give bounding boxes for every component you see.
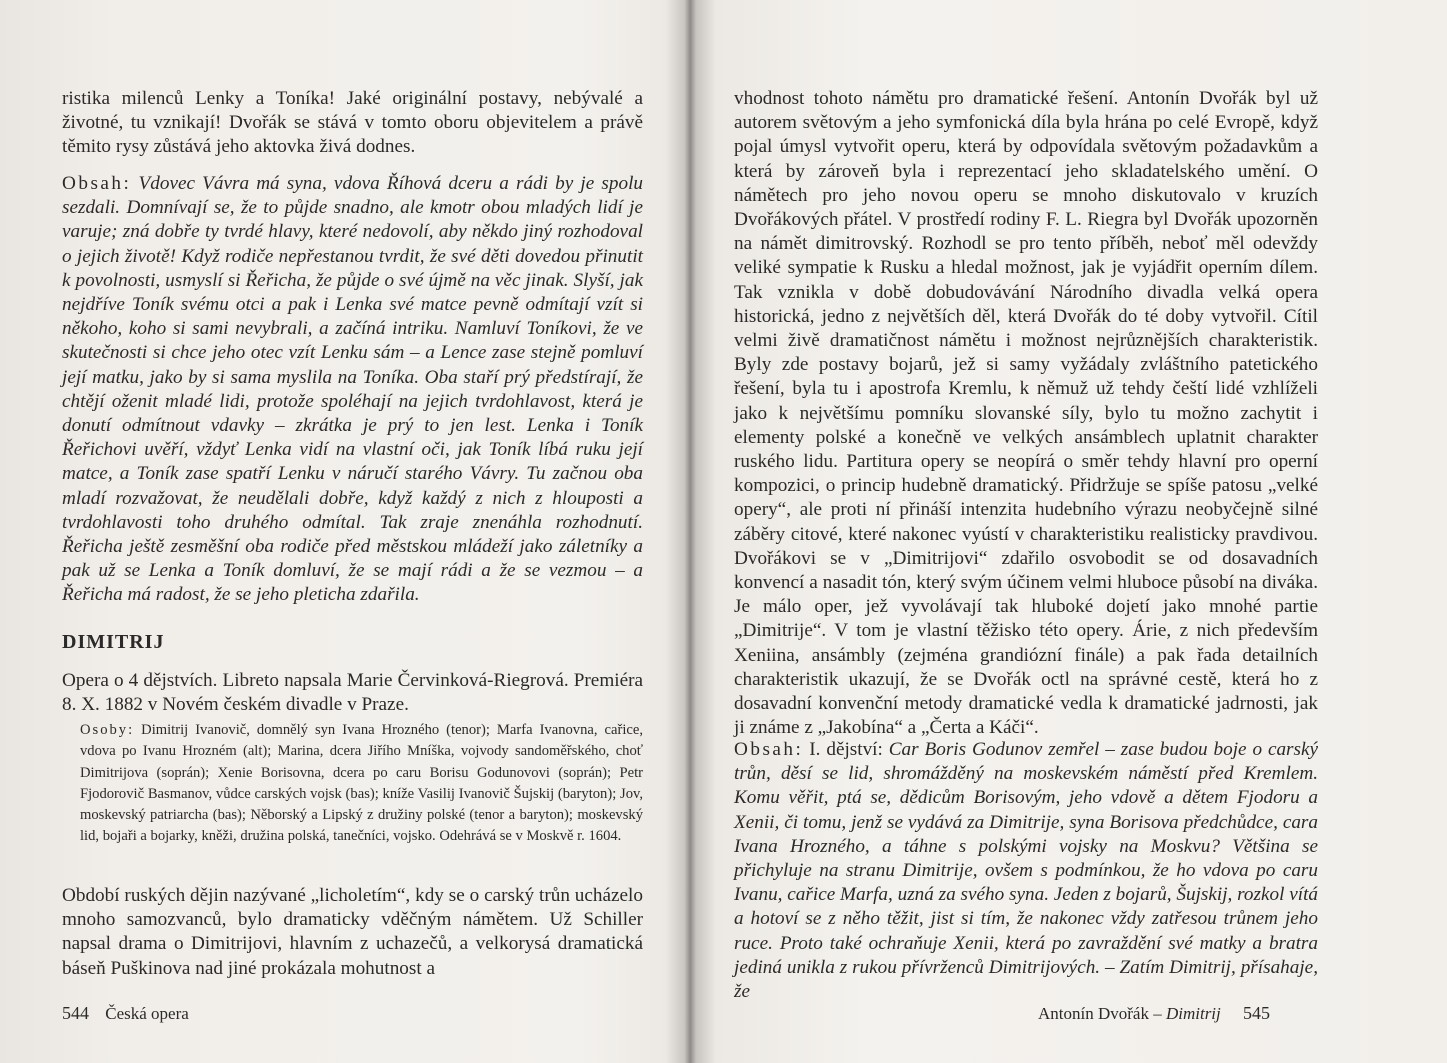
left-page-footer [62,1003,189,1024]
cast-text: Dimitrij Ivanovič, domnělý syn Ivana Hrozného (tenor); Marfa Ivanovna, cařice, vdova po Ivanu Hrozném (alt); Marina, dcera Jiřího Mníška, vojvody sandoměřského, choť Dimitrijova (soprán); Xenie Borisovna, dcera po caru Borisu Godunovovi (soprán); Petr Fjodorovič Basmanov, vůdce carských vojsk (bas); kníže Vasilij Ivanovič Šujskij (baryton); Jov, moskevský patriarcha (bas); Něborský a Lipský z družiny polské (tenor a baryton); moskevský lid, bojaři a bojarky, kněži, družina polská, tanečníci, vojsko. Odehrává se v Moskvě r. 1604. [80,722,643,845]
act-label: I. dějství: [809,739,883,760]
main-paragraph: vhodnost tohoto námětu pro dramatické řešení. Antonín Dvořák byl už autorem světovým a jeho symfonická díla byla hrána po celé Evropě, když pojal úmysl vytvořit operu, která by odpovídala světovým požadavkům a která by zároveň byla i reprezentací jeho skladatelského umění. O námětech pro jeho novou operu se mnoho diskutovalo v kruzích Dvořákových přátel. V prostředí rodiny F. L. Riegra byl Dvořák upozorněn na námět dimitrovský. Rozhodl se pro tento příběh, neboť měl odevždy veliké sympatie k Rusku a hledal možnost, jak je vyjádřit operním dílem. Tak vznikla v době dobudovávání Národního divadla velká opera historická, jedno z největších děl, která Dvořák do té doby vytvořil. Cítil velmi živě dramatičnost námětu i možnost nejrůznějších charakteristik. Byly zde postavy bojarů, jež si samy vyžádaly zvláštního patetického řešení, byla tu i apostrofa Kremlu, k němuž už tehdy čeští lidé vzhlíželi jako k největšímu pomníku slovanské síly, bylo tu možno zachytit i elementy polské a konečně ve velkých ansámblech uplatnit charakter ruského lidu. Partitura opery se neopírá o směr tehdy hlavní pro operní kompozici, o princip hudebně dramatický. Přidržuje se spíše patosu „velké opery“, ale proti ní přináší intenzita hudebního výrazu neobyčejně silné záběry citové, které nakonec vyústí v charakteristiku realisticky pravdivou. Dvořákovi se v „Dimitrijovi“ zdařilo osvobodit se od dosavadních konvencí a nasadit tón, který svým účinem velmi hluboce působí na diváka. Je málo oper, jež vyvolávají tak hluboké dojetí jako mnohé partie „Dimitrije“. V tom je vlastní těžisko této opery. Árie, z nich především Xeniina, ansámbly (zejména grandiózní finále) a pak řada detailních charakteristik ukazují, že se Dvořák octl na správné cestě, která ho z dosavadní konvenční metody dramatické vedla k dramatické jadrnosti, jak ji známe z „Jakobína“ a „Čerta a Káči“. [734,88,1318,739]
right-page [702,0,1447,1063]
opera-title: DIMITRIJ [62,631,165,653]
page-number: 544 [62,1003,89,1023]
cast-list [80,720,643,848]
synopsis-paragraph [62,172,643,608]
synopsis-paragraph [734,738,1318,1004]
running-head-author: Antonín Dvořák – [1038,1004,1162,1023]
cast-label: Osoby: [80,722,135,738]
synopsis-label: Obsah: [734,739,804,760]
history-paragraph: Období ruských dějin nazývané „licholetím“, kdy se o carský trůn ucházelo mnoho samozvanců, bylo dramaticky vděčným námětem. Už Schiller napsal drama o Dimitrijovi, hlavním z uchazečů, a velkorysá dramatická báseň Puškinova nad jiné prokázala mohutnost a [62,885,643,979]
running-head-title: Dimitrij [1165,1004,1221,1023]
opera-info: Opera o 4 dějstvích. Libreto napsala Marie Červinková-Riegrová. Premiéra 8. X. 1882 v Novém českém divadle v Praze. [62,670,643,716]
page-number: 545 [1243,1003,1271,1023]
intro-paragraph: ristika milenců Lenky a Toníka! Jaké originální postavy, nebývalé a životné, tu vznikají! Dvořák se stává v tomto oboru objevitelem a právě těmito rysy zůstává jeho aktovka živá dodnes. [62,88,643,158]
synopsis-label: Obsah: [62,173,132,194]
right-page-footer [1038,1003,1270,1024]
running-head: Česká opera [105,1004,189,1023]
synopsis-text: Vdovec Vávra má syna, vdova Říhová dceru a rádi by je spolu sezdali. Domnívají se, že to půjde snadno, ale kmotr obou mladých lidí je varuje; zná dobře ty tvrdé hlavy, které nedovolí, aby někdo jiný rozhodoval o jejich životě! Když rodiče nepřestanou tvrdit, že své děti dovedou přinutit k povolnosti, usmyslí si Řeřicha, že půjde o své újmě na věc jinak. Slyší, jak nejdříve Toník svému otci a pak i Lenka své matce pevně odmítají vzít si někoho, koho si sami nevybrali, a začíná intriku. Namluví Toníkovi, že ve skutečnosti si chce jeho otec vzít Lenku sám – a Lence zase stejně pomluví její matku, jako by si sama myslila na Toníka. Oba staří prý předstírají, že chtějí oženit mladé lidi, protože spoléhají na jejich tvrdohlavost, která je donutí odmítnout vdavky – zkrátka je prý to jen lest. Lenka i Toník Řeřichovi uvěří, vždyť Lenka vidí na vlastní oči, jak Toník líbá ruku její matce, a Toník zase spatří Lenku v náručí starého Vávry. Tu začnou oba mladí rozvažovat, že neudělali dobře, když každý z nich z hlouposti a tvrdohlavosti toho druhého odmítal. Tak zraje znenáhla rozhodnutí. Řeřicha ještě zesměšní oba rodiče před městskou mládeží jako záletníky a pak už se Lenka a Toník domluví, že se mají rádi a že se vezmou – a Řeřicha má radost, že se jeho pleticha zdařila. [62,173,644,606]
synopsis-text: Car Boris Godunov zemřel – zase budou boje o carský trůn, děsí se lid, shromážděný na moskevském náměstí před Kremlem. Komu věřit, ptá se, dědicům Borisovým, jeho vdově a dětem Fjodoru a Xenii, či tomu, jenž se vydává za Dimitrije, syna Borisova předchůdce, cara Ivana Hrozného, a táhne s polskými vojsky na Moskvu? Většina se přichyluje na stranu Dimitrije, ovšem s podmínkou, že ho vdova po caru Ivanu, cařice Marfa, uzná za svého syna. Jeden z bojarů, Šujskij, rozkol vítá a hotoví se z něho těžit, jist si tím, že nakonec vždy zatřesou trůnem jeho ruce. Proto také ochraňuje Xenii, která po zavraždění své matky a bratra jediná unikla z rukou přívrženců Dimitrijových. – Zatím Dimitrij, přísahaje, že [734,739,1319,1003]
left-page [0,0,700,1063]
